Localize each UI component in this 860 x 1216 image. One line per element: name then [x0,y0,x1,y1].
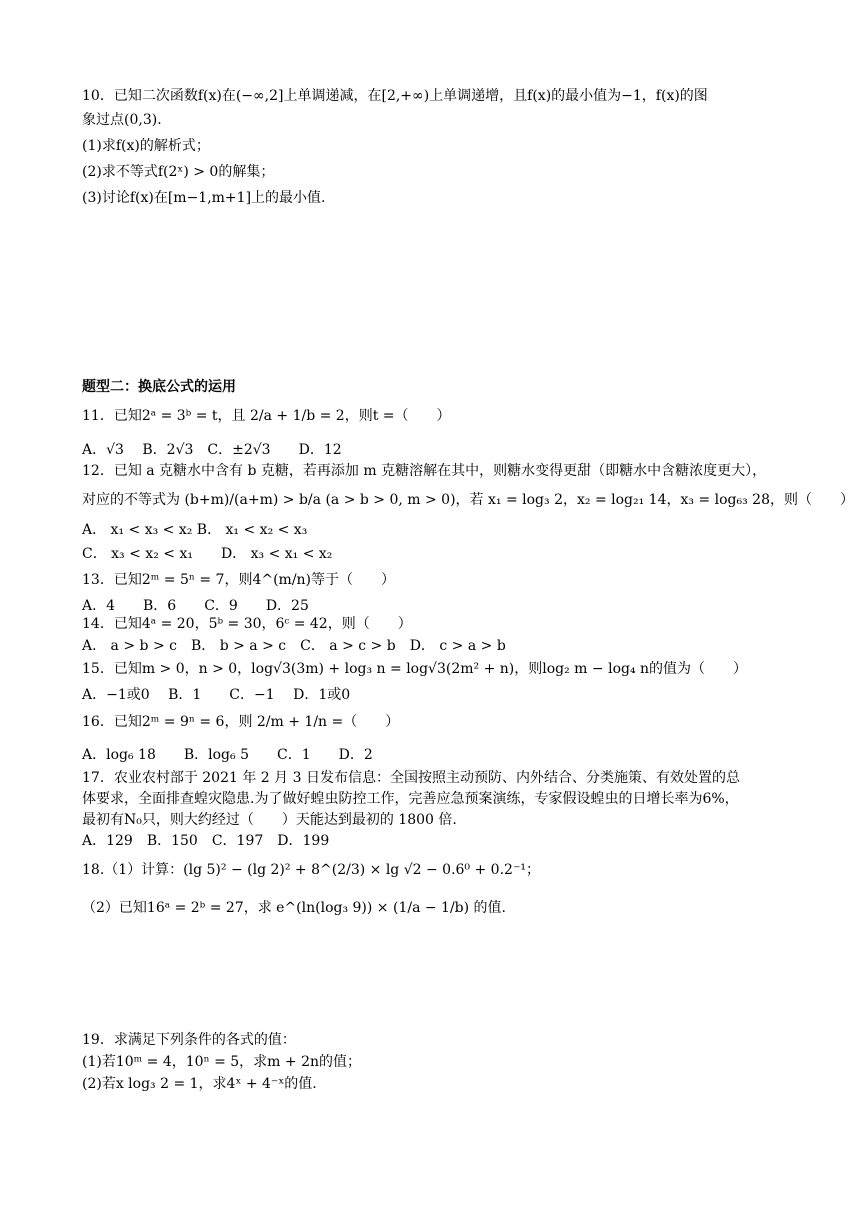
q19-part2: (2)若x log₃ 2 = 1，求4ˣ + 4⁻ˣ的值. [82,1076,317,1092]
q11-stem: 11．已知2ᵃ = 3ᵇ = t，且 2/a + 1/b = 2，则t =（ ） [82,408,451,424]
q19-part1: (1)若10ᵐ = 4，10ⁿ = 5，求m + 2n的值； [82,1054,362,1070]
q13-options: A．4 B．6 C．9 D．25 [82,598,309,614]
q18-part1: 18.（1）计算：(lg 5)² − (lg 2)² + 8^(2/3) × lg √2 − 0.6⁰ + 0.2⁻¹； [82,862,540,878]
q10-line2: 象过点(0,3). [82,112,162,128]
q10-part1: (1)求f(x)的解析式； [82,138,210,154]
q14-options: A． a > b > c B． b > a > c C． a > c > b D． c > a > b [82,638,506,654]
q12-options-ab: A． x₁ < x₃ < x₂ B． x₁ < x₂ < x₃ [82,522,308,538]
q12-options-cd: C． x₃ < x₂ < x₁ D． x₃ < x₁ < x₂ [82,546,333,562]
q15-stem: 15．已知m > 0，n > 0，log√3(3m) + log₃ n = log√3(2m² + n)，则log₂ m − log₄ n的值为（ ） [82,661,748,677]
q17-line1: 17．农业农村部于 2021 年 2 月 3 日发布信息：全国按照主动预防、内外结合、分类施策、有效处置的总 [82,770,740,786]
q17-line3: 最初有N₀只，则大约经过（ ）天能达到最初的 1800 倍. [82,812,457,828]
q12-line2: 对应的不等式为 (b+m)/(a+m) > b/a (a > b > 0, m > 0)，若 x₁ = log₃ 2，x₂ = log₂₁ 14，x₃ = log₆₃ 28，则（ ） [82,492,854,508]
q10-line1: 10．已知二次函数f(x)在(−∞,2]上单调递减，在[2,+∞)上单调递增，且f(x)的最小值为−1，f(x)的图 [82,88,708,104]
q16-options: A．log₆ 18 B．log₆ 5 C．1 D．2 [82,747,373,763]
section-heading: 题型二：换底公式的运用 [82,379,236,395]
q13-stem: 13．已知2ᵐ = 5ⁿ = 7，则4^(m/n)等于（ ） [82,572,396,588]
q19-stem: 19．求满足下列条件的各式的值： [82,1032,296,1048]
q12-line1: 12．已知 a 克糖水中含有 b 克糖，若再添加 m 克糖溶解在其中，则糖水变得更甜（即糖水中含糖浓度更大）， [82,463,767,479]
q15-options: A．−1或0 B．1 C．−1 D．1或0 [82,687,351,703]
q17-options: A．129 B．150 C．197 D．199 [82,833,330,849]
q18-part2: （2）已知16ᵃ = 2ᵇ = 27，求 e^(ln(log₃ 9)) × (1/a − 1/b) 的值. [82,900,506,916]
q16-stem: 16．已知2ᵐ = 9ⁿ = 6，则 2/m + 1/n =（ ） [82,714,400,730]
q10-part2: (2)求不等式f(2ˣ) > 0的解集； [82,164,275,180]
q17-line2: 体要求，全面排查蝗灾隐患.为了做好蝗虫防控工作，完善应急预案演练，专家假设蝗虫的日增长率为6%， [82,791,739,807]
q11-options: A．√3 B．2√3 C．±2√3 D．12 [82,442,342,458]
q14-stem: 14．已知4ᵃ = 20，5ᵇ = 30，6ᶜ = 42，则（ ） [82,616,412,632]
q10-part3: (3)讨论f(x)在[m−1,m+1]上的最小值. [82,190,326,206]
